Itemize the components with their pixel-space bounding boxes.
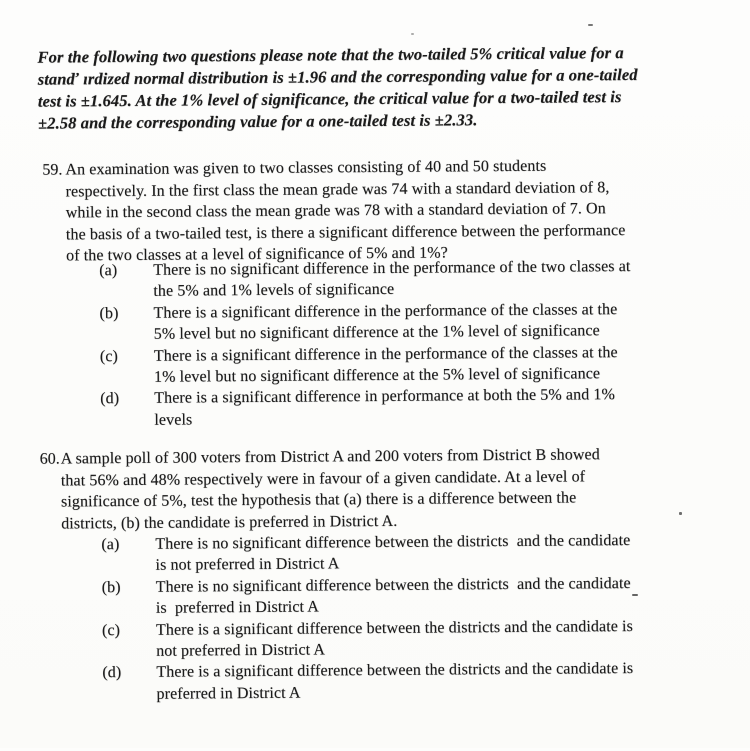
text-line: that 56% and 48% respectively were in favour of a given candidate. At a level of	[60, 467, 586, 489]
option-label: (c)	[101, 621, 121, 639]
text-line: ±2.58 and the corresponding value for a one-tailed test is ±2.33.	[37, 110, 478, 133]
question-60-options	[101, 529, 730, 705]
text-line: preferred in District A	[156, 684, 301, 703]
text-line: of the two classes at a level of significance of 5% and 1%?	[65, 244, 448, 265]
option-label: (d)	[102, 664, 122, 682]
scan-artifact-speck	[411, 33, 414, 35]
scan-artifact-speck	[588, 24, 593, 26]
text-line: districts, (b) the candidate is preferred in District A.	[61, 512, 398, 532]
text-line: For the following two questions please note that the two-tailed 5% critical value for a	[37, 43, 624, 67]
text-line: There is no significant difference between the districts and the candidate	[155, 574, 631, 596]
option-text	[153, 255, 727, 302]
option-text	[156, 615, 730, 662]
option-text	[154, 384, 728, 431]
option-label: (b)	[99, 304, 119, 322]
text-line: significance of 5%, test the hypothesis that (a) there is a difference between the	[60, 489, 577, 511]
option-row	[100, 341, 728, 389]
option-text	[156, 572, 730, 619]
option-text	[154, 341, 728, 388]
scan-artifact-speck	[632, 594, 638, 596]
text-line: while in the second class the mean grade was 78 with a standard deviation of 7. On	[65, 200, 606, 222]
option-label: (a)	[101, 536, 120, 554]
text-line: stanď ırdized normal distribution is ±1.96 and the corresponding value for a one-tailed	[37, 64, 638, 89]
text-line: the basis of a two-tailed test, is there a significant difference between the performance	[65, 221, 626, 243]
option-label: (b)	[101, 578, 121, 596]
text-line: levels	[154, 411, 193, 429]
option-text	[155, 529, 729, 576]
option-row	[102, 615, 730, 663]
text-line: An examination was given to two classes consisting of 40 and 50 students	[65, 157, 547, 179]
critical-values-note	[37, 41, 728, 134]
text-line: 1% level but no significant difference at the 5% level of significance	[153, 365, 601, 386]
option-label: (a)	[99, 262, 118, 280]
text-line: the 5% and 1% levels of significance	[153, 281, 395, 301]
text-line: respectively. In the first class the mean grade was 74 with a standard deviation of 8,	[65, 178, 610, 200]
option-row	[101, 529, 729, 577]
option-row	[99, 255, 727, 303]
question-59-number: 59.	[42, 161, 63, 179]
text-line: is preferred in District A	[155, 598, 320, 617]
option-row	[99, 298, 727, 346]
question-60-number: 60.	[39, 450, 60, 468]
question-59-stem	[65, 154, 726, 267]
option-label: (d)	[100, 390, 120, 408]
option-text	[156, 658, 730, 705]
option-row	[102, 658, 730, 706]
text-line: There is a significant difference in the performance of the classes at the	[153, 300, 618, 322]
option-text	[153, 298, 727, 345]
text-line: There is no significant difference between the districts and the candidate	[155, 531, 631, 553]
question-59-options	[99, 255, 728, 431]
text-line: There is no significant difference in the performance of the two classes at	[153, 257, 631, 279]
option-label: (c)	[99, 347, 118, 365]
scan-artifact-speck	[679, 512, 682, 515]
text-line: There is a significant difference between the districts and the candidate is	[156, 660, 634, 682]
text-line: There is a significant difference in performance at both the 5% and 1%	[154, 386, 615, 408]
question-60-stem	[61, 443, 732, 534]
text-line: test is ±1.645. At the 1% level of significance, the critical value for a two-tailed test is	[37, 87, 622, 111]
text-line: There is a significant difference in the performance of the classes at the	[153, 343, 618, 365]
text-line: is not preferred in District A	[155, 555, 340, 575]
text-line: not preferred in District A	[156, 641, 326, 660]
option-row	[100, 384, 728, 432]
text-line: There is a significant difference between the districts and the candidate is	[155, 617, 633, 639]
text-line: A sample poll of 300 voters from District A and 200 voters from District B showed	[60, 446, 600, 468]
text-line: 5% level but no significant difference at the 1% level of significance	[153, 322, 600, 343]
